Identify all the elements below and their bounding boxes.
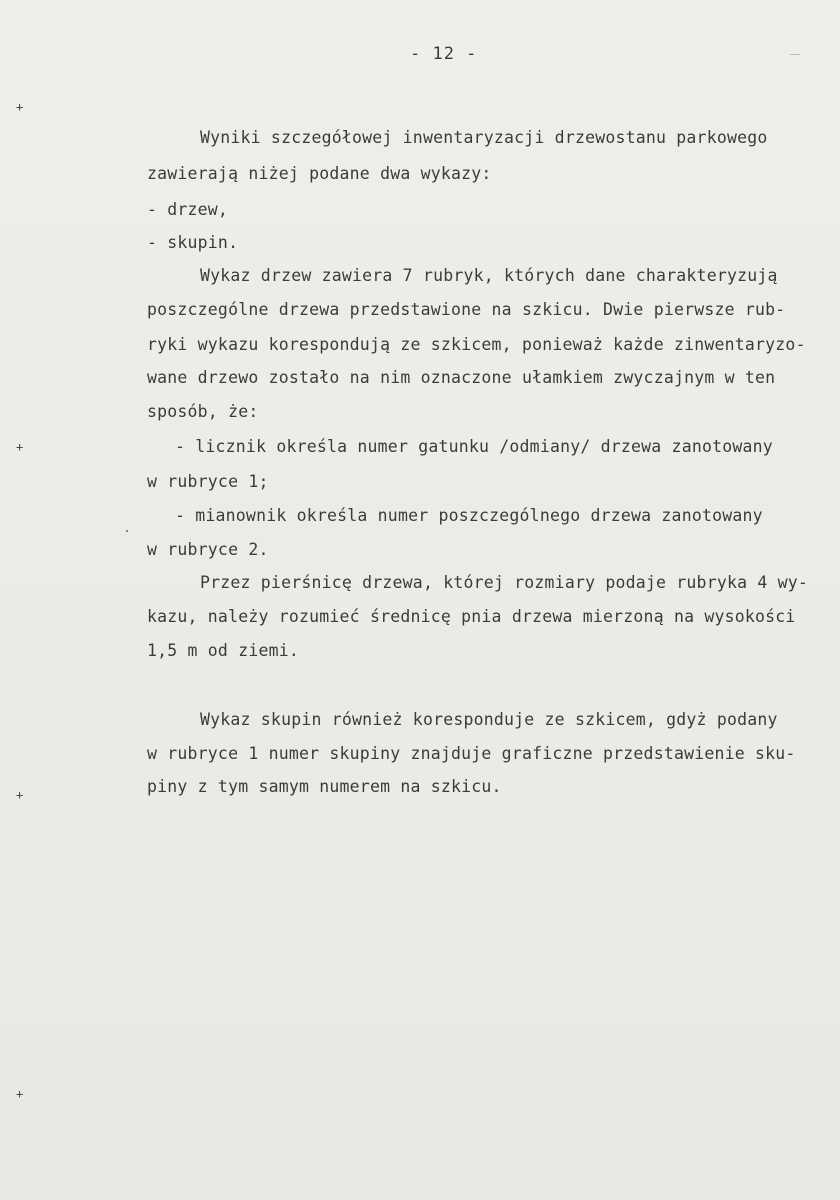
paragraph-line: zawierają niżej podane dwa wykazy: [147,164,492,183]
paragraph-line: Wykaz drzew zawiera 7 rubryk, których dane charakteryzują [200,266,778,285]
margin-mark: + [16,100,24,114]
margin-mark: + [16,788,24,802]
paragraph-line: Przez pierśnicę drzewa, której rozmiary podaje rubryka 4 wy- [200,573,809,592]
paper-speck [126,530,128,532]
paragraph-line: ryki wykazu korespondują ze szkicem, ponieważ każde zinwentaryzo- [147,335,806,354]
paragraph-line: 1,5 m od ziemi. [147,641,300,660]
paragraph-line: Wyniki szczegółowej inwentaryzacji drzewostanu parkowego [200,128,768,147]
corner-dash [790,54,800,55]
margin-mark: + [16,440,24,454]
list-item: - drzew, [147,200,229,219]
paragraph-line: poszczególne drzewa przedstawione na szkicu. Dwie pierwsze rub- [147,300,786,319]
paragraph-line: w rubryce 1 numer skupiny znajduje graficzne przedstawienie sku- [147,744,796,763]
list-item: - skupin. [147,233,239,252]
paragraph-line: kazu, należy rozumieć średnicę pnia drzewa mierzoną na wysokości [147,607,796,626]
paragraph-line: piny z tym samym numerem na szkicu. [147,777,502,796]
paragraph-line: w rubryce 2. [147,540,269,559]
paragraph-line: wane drzewo zostało na nim oznaczone ułamkiem zwyczajnym w ten [147,368,776,387]
list-item: - licznik określa numer gatunku /odmiany/ drzewa zanotowany [175,437,773,456]
list-item: - mianownik określa numer poszczególnego drzewa zanotowany [175,506,763,525]
paragraph-line: sposób, że: [147,402,259,421]
margin-mark: + [16,1087,24,1101]
paragraph-line: w rubryce 1; [147,472,269,491]
page-number: - 12 - [410,44,478,64]
paragraph-line: Wykaz skupin również koresponduje ze szkicem, gdyż podany [200,710,778,729]
